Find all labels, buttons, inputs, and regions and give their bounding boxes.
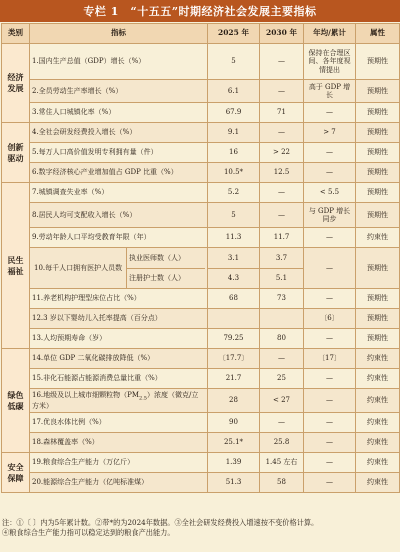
sub-indicator-label: 执业医师数（人） — [129, 253, 185, 262]
attribute-cell: 预期性 — [356, 143, 400, 163]
category-innov: 创新 驱动 — [2, 123, 30, 183]
value-2030: 11.7 — [260, 228, 304, 248]
category-welfare: 民生 福祉 — [2, 183, 30, 349]
value-annual: 〔17〕 — [304, 349, 356, 369]
value-annual: — — [304, 453, 356, 473]
table-row — [2, 228, 400, 248]
header-attribute: 属性 — [356, 24, 400, 44]
value-2025: 67.9 — [208, 103, 260, 123]
attribute-cell: 预期性 — [356, 309, 400, 329]
attribute-cell: 预期性 — [356, 44, 400, 80]
value-2030: — — [260, 349, 304, 369]
value-2025: 51.3 — [208, 473, 260, 493]
table-row — [2, 453, 400, 473]
indicator-cell: 17.优良水体比例（%） — [30, 413, 208, 433]
category-green: 绿色 低碳 — [2, 349, 30, 453]
indicator-cell: 13.人均预期寿命（岁） — [30, 329, 208, 349]
indicator-cell: 18.森林覆盖率（%） — [30, 433, 208, 453]
attribute-cell: 约束性 — [356, 433, 400, 453]
sub-indicator-label: 注册护士数（人） — [127, 268, 205, 289]
attribute-cell: 预期性 — [356, 103, 400, 123]
value-2030: — — [260, 203, 304, 228]
value-annual: — — [304, 389, 356, 413]
value-2030: 1.45 左右 — [260, 453, 304, 473]
value-annual: — — [304, 329, 356, 349]
value-2025: 4.3 — [208, 268, 260, 289]
table-row — [2, 163, 400, 183]
value-2025: 21.7 — [208, 369, 260, 389]
attribute-cell: 约束性 — [356, 413, 400, 433]
indicator-cell: 15.非化石能源占能源消费总量比重（%） — [30, 369, 208, 389]
header-2025: 2025 年 — [208, 24, 260, 44]
attribute-cell: 预期性 — [356, 163, 400, 183]
attribute-cell: 预期性 — [356, 289, 400, 309]
value-annual: — — [304, 433, 356, 453]
attribute-cell: 约束性 — [356, 228, 400, 248]
value-2030: > 22 — [260, 143, 304, 163]
header-2030: 2030 年 — [260, 24, 304, 44]
value-2025: 16 — [208, 143, 260, 163]
attribute-cell: 约束性 — [356, 453, 400, 473]
value-2030: 71 — [260, 103, 304, 123]
attribute-cell: 预期性 — [356, 203, 400, 228]
value-annual: — — [304, 103, 356, 123]
page-title: 专栏 1 “十五五”时期经济社会发展主要指标 — [0, 0, 400, 22]
value-2025 — [208, 309, 260, 329]
table-row — [2, 248, 400, 269]
table-row — [2, 369, 400, 389]
attribute-cell: 约束性 — [356, 349, 400, 369]
value-2030: — — [260, 123, 304, 143]
table-row — [2, 473, 400, 493]
attribute-cell: 约束性 — [356, 473, 400, 493]
table-row — [2, 349, 400, 369]
value-2030: 12.5 — [260, 163, 304, 183]
indicator-cell: 14.单位 GDP 二氧化碳排放降低（%） — [30, 349, 208, 369]
table-notes — [2, 518, 398, 539]
table-row — [2, 123, 400, 143]
value-2025: 11.3 — [208, 228, 260, 248]
value-annual: — — [304, 473, 356, 493]
table-row — [2, 413, 400, 433]
value-2030: 25 — [260, 369, 304, 389]
value-annual: < 5.5 — [304, 183, 356, 203]
value-annual: 〔6〕 — [304, 309, 356, 329]
value-2025: 25.1* — [208, 433, 260, 453]
value-annual: — — [304, 143, 356, 163]
attribute-cell: 预期性 — [356, 329, 400, 349]
value-2025: 6.1 — [208, 80, 260, 103]
value-annual: — — [304, 369, 356, 389]
value-annual: 保持在合理区间、各年度视情提出 — [304, 44, 356, 80]
value-2025: 5.2 — [208, 183, 260, 203]
indicator-table — [1, 23, 400, 493]
indicator-cell: 11.养老机构护理型床位占比（%） — [30, 289, 208, 309]
value-2025: 5 — [208, 203, 260, 228]
value-2025: 10.5* — [208, 163, 260, 183]
value-2025: 68 — [208, 289, 260, 309]
value-2025: 1.39 — [208, 453, 260, 473]
value-2025: 3.1 — [208, 248, 260, 269]
value-2025: 9.1 — [208, 123, 260, 143]
indicator-cell: 2.全员劳动生产率增长（%） — [30, 80, 208, 103]
value-annual: — — [304, 248, 356, 289]
value-2030 — [260, 309, 304, 329]
table-row — [2, 203, 400, 228]
note-line-2: ④粮食综合生产能力指可以稳定达到的粮食产出能力。 — [2, 528, 175, 538]
value-annual: — — [304, 289, 356, 309]
attribute-cell: 约束性 — [356, 389, 400, 413]
attribute-cell: 预期性 — [356, 183, 400, 203]
header-category: 类别 — [2, 24, 30, 44]
value-2030: — — [260, 413, 304, 433]
header-annual: 年均/累计 — [304, 24, 356, 44]
value-2030: 80 — [260, 329, 304, 349]
indicator-cell: 1.国内生产总值（GDP）增长（%） — [30, 44, 208, 80]
value-2025: 79.25 — [208, 329, 260, 349]
value-2030: 73 — [260, 289, 304, 309]
indicator-group-label: 10.每千人口拥有医护人员数 — [32, 248, 127, 288]
indicator-cell: 7.城镇调查失业率（%） — [30, 183, 208, 203]
indicator-cell: 4.全社会研发经费投入增长（%） — [30, 123, 208, 143]
value-2030: 25.8 — [260, 433, 304, 453]
value-annual: — — [304, 413, 356, 433]
table-row — [2, 103, 400, 123]
indicator-cell: 16.地级及以上城市细颗粒物$(PM_{2.5})$浓度（微克/立方米） — [30, 389, 208, 413]
indicator-cell-split — [30, 248, 208, 289]
table-row — [2, 433, 400, 453]
indicator-cell: 5.每万人口高价值发明专利拥有量（件） — [30, 143, 208, 163]
indicator-cell: 19.粮食综合生产能力（万亿斤） — [30, 453, 208, 473]
indicator-cell: 12.3 岁以下婴幼儿入托率提高（百分点） — [30, 309, 208, 329]
value-2030: — — [260, 44, 304, 80]
attribute-cell: 约束性 — [356, 369, 400, 389]
value-2025: 28 — [208, 389, 260, 413]
table-row — [2, 309, 400, 329]
value-annual: — — [304, 163, 356, 183]
table-row — [2, 389, 400, 413]
header-indicator: 指标 — [30, 24, 208, 44]
value-2025: 5 — [208, 44, 260, 80]
value-annual: 高于 GDP 增长 — [304, 80, 356, 103]
attribute-cell: 预期性 — [356, 123, 400, 143]
value-annual: — — [304, 228, 356, 248]
category-econ: 经济 发展 — [2, 44, 30, 123]
table-row — [2, 80, 400, 103]
value-2030: — — [260, 80, 304, 103]
table-header-row — [2, 24, 400, 44]
attribute-cell: 预期性 — [356, 248, 400, 289]
table-row — [2, 329, 400, 349]
value-2030: < 27 — [260, 389, 304, 413]
value-2025: 〔17.7〕 — [208, 349, 260, 369]
value-2030: 5.1 — [260, 268, 304, 289]
value-2030: 3.7 — [260, 248, 304, 269]
value-2030: 58 — [260, 473, 304, 493]
table-row — [2, 289, 400, 309]
indicator-cell: 9.劳动年龄人口平均受教育年限（年） — [30, 228, 208, 248]
category-security: 安全 保障 — [2, 453, 30, 493]
table-row — [2, 44, 400, 80]
indicator-cell: 3.常住人口城镇化率（%） — [30, 103, 208, 123]
note-line-1: 注：①〔 〕内为5年累计数。②带*的为2024年数据。③全社会研发经费投入增速按不变价格计算。 — [2, 518, 319, 527]
indicator-cell: 6.数字经济核心产业增加值占 GDP 比重（%） — [30, 163, 208, 183]
value-annual: 与 GDP 增长同步 — [304, 203, 356, 228]
table-row — [2, 183, 400, 203]
value-annual: > 7 — [304, 123, 356, 143]
indicator-cell: 20.能源综合生产能力（亿吨标准煤） — [30, 473, 208, 493]
value-2030: — — [260, 183, 304, 203]
table-row — [2, 143, 400, 163]
attribute-cell: 预期性 — [356, 80, 400, 103]
indicator-cell: 8.居民人均可支配收入增长（%） — [30, 203, 208, 228]
value-2025: 90 — [208, 413, 260, 433]
